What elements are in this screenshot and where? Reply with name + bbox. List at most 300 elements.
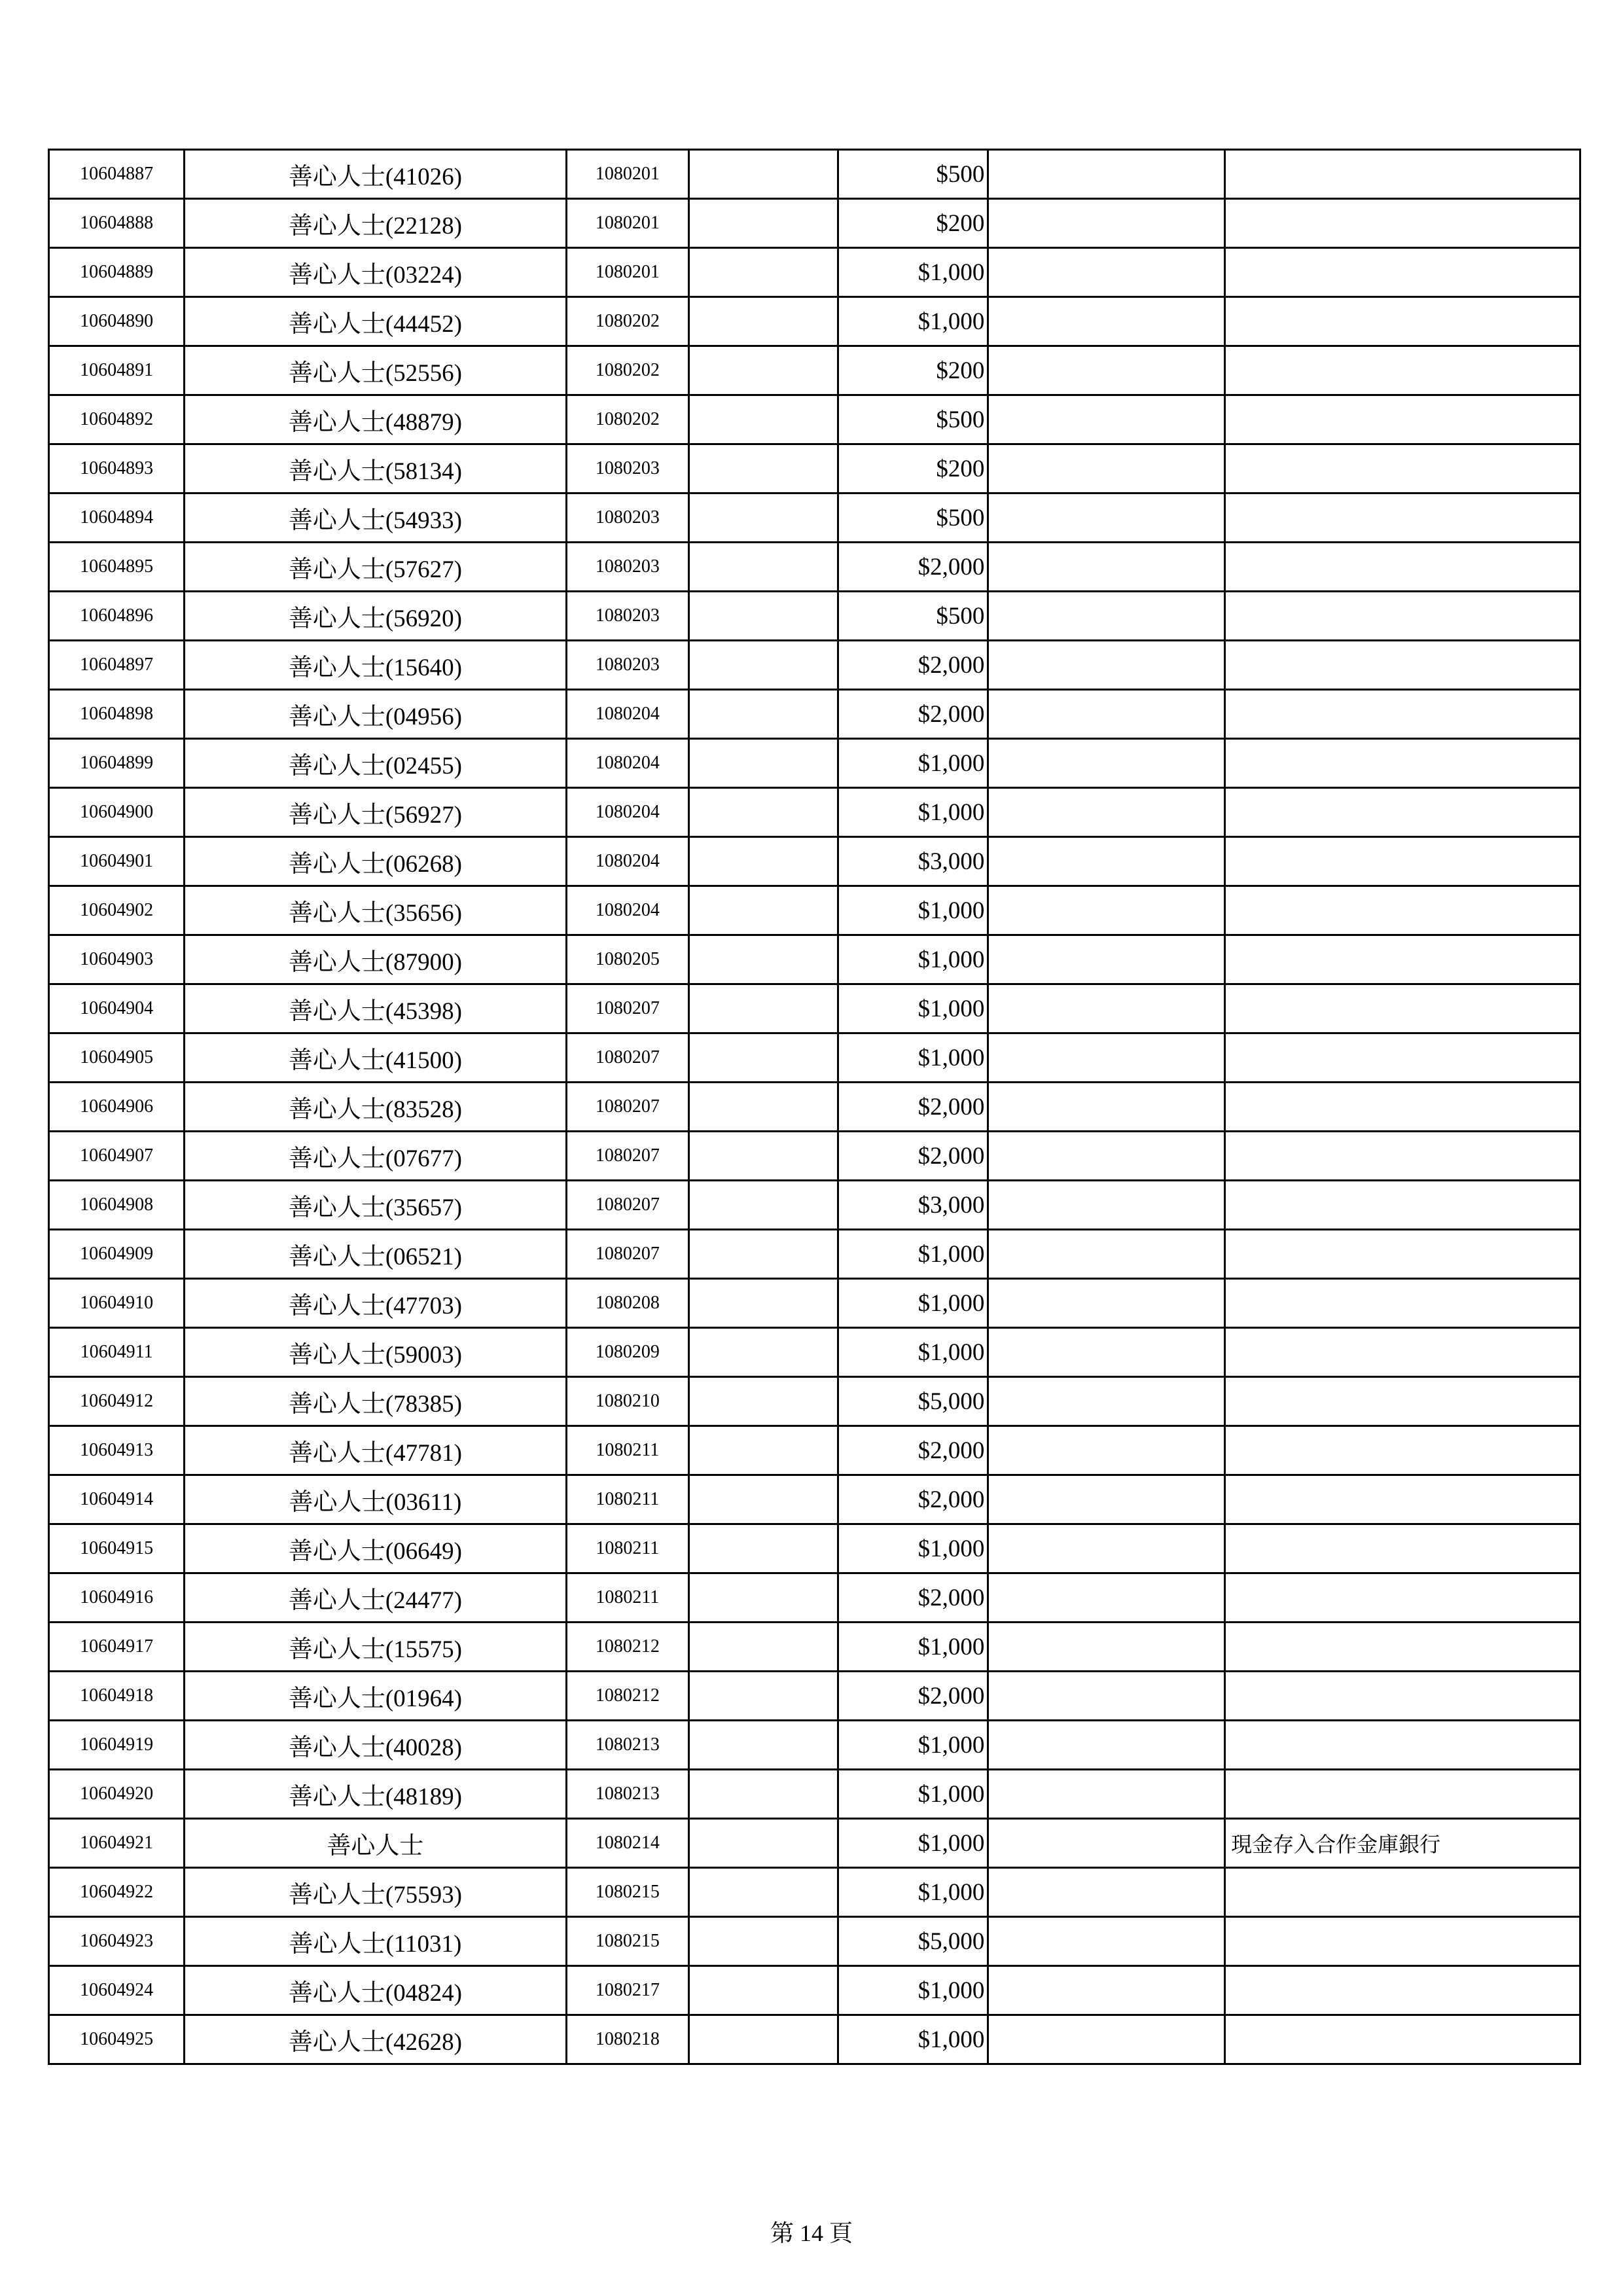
empty-cell — [988, 1328, 1225, 1377]
amount-cell: $1,000 — [838, 1868, 988, 1917]
receipt-number-cell: 10604890 — [49, 297, 185, 346]
amount-cell: $1,000 — [838, 788, 988, 837]
note-cell — [1225, 1573, 1580, 1623]
page-number: 第 14 頁 — [770, 2220, 853, 2246]
amount-cell: $1,000 — [838, 1721, 988, 1770]
empty-cell — [689, 444, 838, 493]
table-row — [49, 1377, 1580, 1426]
donation-date-cell: 1080211 — [566, 1426, 689, 1475]
empty-cell — [689, 1475, 838, 1524]
receipt-number-cell: 10604905 — [49, 1033, 185, 1083]
empty-cell — [689, 1083, 838, 1132]
donation-date-cell: 1080212 — [566, 1672, 689, 1721]
table-row — [49, 1770, 1580, 1819]
receipt-number-cell: 10604894 — [49, 493, 185, 543]
donor-name-cell: 善心人士(11031) — [185, 1917, 566, 1966]
donor-name-cell: 善心人士(40028) — [185, 1721, 566, 1770]
amount-cell: $1,000 — [838, 1770, 988, 1819]
donor-name-cell: 善心人士(47703) — [185, 1279, 566, 1328]
note-cell — [1225, 886, 1580, 935]
table-row — [49, 395, 1580, 444]
note-cell — [1225, 837, 1580, 886]
donation-date-cell: 1080207 — [566, 1132, 689, 1181]
empty-cell — [988, 199, 1225, 248]
receipt-number-cell: 10604924 — [49, 1966, 185, 2015]
donor-name-cell: 善心人士(52556) — [185, 346, 566, 395]
receipt-number-cell: 10604893 — [49, 444, 185, 493]
empty-cell — [988, 248, 1225, 297]
table-row — [49, 150, 1580, 199]
amount-cell: $1,000 — [838, 297, 988, 346]
amount-cell: $1,000 — [838, 739, 988, 788]
amount-cell: $1,000 — [838, 248, 988, 297]
receipt-number-cell: 10604920 — [49, 1770, 185, 1819]
empty-cell — [689, 1868, 838, 1917]
empty-cell — [988, 837, 1225, 886]
empty-cell — [988, 1917, 1225, 1966]
table-row — [49, 1868, 1580, 1917]
empty-cell — [988, 1966, 1225, 2015]
receipt-number-cell: 10604899 — [49, 739, 185, 788]
note-cell — [1225, 1230, 1580, 1279]
receipt-number-cell: 10604910 — [49, 1279, 185, 1328]
donor-name-cell: 善心人士(54933) — [185, 493, 566, 543]
amount-cell: $5,000 — [838, 1377, 988, 1426]
note-cell — [1225, 690, 1580, 739]
amount-cell: $1,000 — [838, 1033, 988, 1083]
receipt-number-cell: 10604903 — [49, 935, 185, 984]
amount-cell: $200 — [838, 444, 988, 493]
empty-cell — [689, 1328, 838, 1377]
empty-cell — [689, 248, 838, 297]
empty-cell — [988, 150, 1225, 199]
receipt-number-cell: 10604900 — [49, 788, 185, 837]
note-cell — [1225, 641, 1580, 690]
empty-cell — [988, 739, 1225, 788]
empty-cell — [988, 1524, 1225, 1573]
note-cell — [1225, 788, 1580, 837]
empty-cell — [689, 935, 838, 984]
empty-cell — [689, 150, 838, 199]
note-cell — [1225, 543, 1580, 592]
receipt-number-cell: 10604925 — [49, 2015, 185, 2064]
table-row — [49, 837, 1580, 886]
donation-date-cell: 1080204 — [566, 886, 689, 935]
receipt-number-cell: 10604897 — [49, 641, 185, 690]
donation-table — [48, 149, 1581, 2065]
receipt-number-cell: 10604906 — [49, 1083, 185, 1132]
note-cell — [1225, 1475, 1580, 1524]
note-cell — [1225, 297, 1580, 346]
empty-cell — [689, 1966, 838, 2015]
receipt-number-cell: 10604919 — [49, 1721, 185, 1770]
donation-date-cell: 1080204 — [566, 739, 689, 788]
empty-cell — [988, 1623, 1225, 1672]
receipt-number-cell: 10604913 — [49, 1426, 185, 1475]
empty-cell — [689, 346, 838, 395]
amount-cell: $2,000 — [838, 690, 988, 739]
amount-cell: $5,000 — [838, 1917, 988, 1966]
donor-name-cell: 善心人士(48189) — [185, 1770, 566, 1819]
table-row — [49, 984, 1580, 1033]
empty-cell — [689, 592, 838, 641]
amount-cell: $2,000 — [838, 1132, 988, 1181]
donor-name-cell: 善心人士(47781) — [185, 1426, 566, 1475]
table-row — [49, 739, 1580, 788]
donor-name-cell: 善心人士(06649) — [185, 1524, 566, 1573]
amount-cell: $200 — [838, 346, 988, 395]
note-cell — [1225, 935, 1580, 984]
empty-cell — [689, 1819, 838, 1868]
empty-cell — [988, 346, 1225, 395]
amount-cell: $1,000 — [838, 2015, 988, 2064]
empty-cell — [988, 1083, 1225, 1132]
donor-name-cell: 善心人士(59003) — [185, 1328, 566, 1377]
note-cell — [1225, 1083, 1580, 1132]
donor-name-cell: 善心人士(58134) — [185, 444, 566, 493]
empty-cell — [988, 1279, 1225, 1328]
amount-cell: $500 — [838, 493, 988, 543]
empty-cell — [988, 395, 1225, 444]
receipt-number-cell: 10604908 — [49, 1181, 185, 1230]
donation-date-cell: 1080213 — [566, 1770, 689, 1819]
receipt-number-cell: 10604911 — [49, 1328, 185, 1377]
receipt-number-cell: 10604912 — [49, 1377, 185, 1426]
note-cell — [1225, 984, 1580, 1033]
empty-cell — [689, 886, 838, 935]
donation-date-cell: 1080207 — [566, 1230, 689, 1279]
table-row — [49, 1230, 1580, 1279]
table-row — [49, 690, 1580, 739]
donor-name-cell: 善心人士(44452) — [185, 297, 566, 346]
donation-date-cell: 1080213 — [566, 1721, 689, 1770]
empty-cell — [988, 1868, 1225, 1917]
donation-date-cell: 1080203 — [566, 641, 689, 690]
note-cell — [1225, 1721, 1580, 1770]
amount-cell: $2,000 — [838, 1573, 988, 1623]
empty-cell — [988, 1672, 1225, 1721]
table-row — [49, 1083, 1580, 1132]
receipt-number-cell: 10604914 — [49, 1475, 185, 1524]
empty-cell — [689, 1573, 838, 1623]
donation-date-cell: 1080204 — [566, 690, 689, 739]
donation-date-cell: 1080204 — [566, 837, 689, 886]
receipt-number-cell: 10604917 — [49, 1623, 185, 1672]
empty-cell — [689, 1524, 838, 1573]
amount-cell: $1,000 — [838, 1230, 988, 1279]
empty-cell — [689, 1279, 838, 1328]
amount-cell: $1,000 — [838, 935, 988, 984]
donor-name-cell: 善心人士(06268) — [185, 837, 566, 886]
empty-cell — [988, 1426, 1225, 1475]
donation-date-cell: 1080203 — [566, 444, 689, 493]
table-row — [49, 1966, 1580, 2015]
table-row — [49, 1279, 1580, 1328]
donor-name-cell: 善心人士(02455) — [185, 739, 566, 788]
empty-cell — [988, 592, 1225, 641]
donation-date-cell: 1080207 — [566, 984, 689, 1033]
note-cell — [1225, 346, 1580, 395]
donor-name-cell: 善心人士 — [185, 1819, 566, 1868]
donor-name-cell: 善心人士(15640) — [185, 641, 566, 690]
amount-cell: $1,000 — [838, 886, 988, 935]
note-cell — [1225, 739, 1580, 788]
table-row — [49, 592, 1580, 641]
empty-cell — [689, 690, 838, 739]
receipt-number-cell: 10604896 — [49, 592, 185, 641]
donor-name-cell: 善心人士(22128) — [185, 199, 566, 248]
donation-date-cell: 1080215 — [566, 1917, 689, 1966]
amount-cell: $2,000 — [838, 641, 988, 690]
amount-cell: $2,000 — [838, 1083, 988, 1132]
note-cell — [1225, 1181, 1580, 1230]
empty-cell — [988, 444, 1225, 493]
donor-name-cell: 善心人士(56927) — [185, 788, 566, 837]
donor-name-cell: 善心人士(45398) — [185, 984, 566, 1033]
note-cell — [1225, 1770, 1580, 1819]
empty-cell — [689, 1917, 838, 1966]
donor-name-cell: 善心人士(57627) — [185, 543, 566, 592]
empty-cell — [988, 1770, 1225, 1819]
amount-cell: $1,000 — [838, 1623, 988, 1672]
donor-name-cell: 善心人士(78385) — [185, 1377, 566, 1426]
note-cell — [1225, 493, 1580, 543]
receipt-number-cell: 10604909 — [49, 1230, 185, 1279]
table-row — [49, 1328, 1580, 1377]
table-row — [49, 493, 1580, 543]
note-cell — [1225, 2015, 1580, 2064]
donation-date-cell: 1080207 — [566, 1033, 689, 1083]
empty-cell — [689, 493, 838, 543]
empty-cell — [689, 2015, 838, 2064]
empty-cell — [988, 641, 1225, 690]
empty-cell — [689, 1181, 838, 1230]
donor-name-cell: 善心人士(56920) — [185, 592, 566, 641]
note-cell — [1225, 248, 1580, 297]
empty-cell — [689, 641, 838, 690]
amount-cell: $3,000 — [838, 1181, 988, 1230]
note-cell — [1225, 1132, 1580, 1181]
empty-cell — [988, 493, 1225, 543]
table-row — [49, 1524, 1580, 1573]
receipt-number-cell: 10604922 — [49, 1868, 185, 1917]
receipt-number-cell: 10604923 — [49, 1917, 185, 1966]
note-cell — [1225, 592, 1580, 641]
note-cell — [1225, 1426, 1580, 1475]
empty-cell — [988, 690, 1225, 739]
table-row — [49, 788, 1580, 837]
empty-cell — [988, 1819, 1225, 1868]
amount-cell: $1,000 — [838, 1819, 988, 1868]
note-cell — [1225, 395, 1580, 444]
donation-date-cell: 1080202 — [566, 346, 689, 395]
table-row — [49, 2015, 1580, 2064]
receipt-number-cell: 10604918 — [49, 1672, 185, 1721]
note-cell — [1225, 1033, 1580, 1083]
table-row — [49, 1181, 1580, 1230]
empty-cell — [988, 984, 1225, 1033]
donation-date-cell: 1080211 — [566, 1573, 689, 1623]
receipt-number-cell: 10604904 — [49, 984, 185, 1033]
empty-cell — [988, 1132, 1225, 1181]
amount-cell: $200 — [838, 199, 988, 248]
receipt-number-cell: 10604901 — [49, 837, 185, 886]
table-row — [49, 1573, 1580, 1623]
note-cell: 現金存入合作金庫銀行 — [1225, 1819, 1580, 1868]
table-row — [49, 1132, 1580, 1181]
table-body — [49, 150, 1580, 2064]
receipt-number-cell: 10604921 — [49, 1819, 185, 1868]
receipt-number-cell: 10604915 — [49, 1524, 185, 1573]
table-row — [49, 1475, 1580, 1524]
table-row — [49, 444, 1580, 493]
note-cell — [1225, 150, 1580, 199]
receipt-number-cell: 10604916 — [49, 1573, 185, 1623]
empty-cell — [689, 1672, 838, 1721]
table-row — [49, 1426, 1580, 1475]
empty-cell — [689, 1377, 838, 1426]
donor-name-cell: 善心人士(48879) — [185, 395, 566, 444]
amount-cell: $1,000 — [838, 984, 988, 1033]
donation-date-cell: 1080208 — [566, 1279, 689, 1328]
receipt-number-cell: 10604895 — [49, 543, 185, 592]
receipt-number-cell: 10604892 — [49, 395, 185, 444]
empty-cell — [689, 739, 838, 788]
table-row — [49, 1721, 1580, 1770]
receipt-number-cell: 10604889 — [49, 248, 185, 297]
receipt-number-cell: 10604907 — [49, 1132, 185, 1181]
note-cell — [1225, 1966, 1580, 2015]
empty-cell — [988, 935, 1225, 984]
donation-date-cell: 1080202 — [566, 297, 689, 346]
table-row — [49, 1033, 1580, 1083]
table-row — [49, 346, 1580, 395]
donor-name-cell: 善心人士(87900) — [185, 935, 566, 984]
empty-cell — [988, 788, 1225, 837]
note-cell — [1225, 1868, 1580, 1917]
empty-cell — [689, 395, 838, 444]
empty-cell — [689, 1426, 838, 1475]
table-row — [49, 1672, 1580, 1721]
table-row — [49, 641, 1580, 690]
donation-date-cell: 1080203 — [566, 543, 689, 592]
note-cell — [1225, 1623, 1580, 1672]
receipt-number-cell: 10604891 — [49, 346, 185, 395]
empty-cell — [988, 1230, 1225, 1279]
empty-cell — [689, 788, 838, 837]
empty-cell — [988, 1181, 1225, 1230]
donor-name-cell: 善心人士(42628) — [185, 2015, 566, 2064]
receipt-number-cell: 10604898 — [49, 690, 185, 739]
amount-cell: $2,000 — [838, 543, 988, 592]
donation-date-cell: 1080207 — [566, 1181, 689, 1230]
donor-name-cell: 善心人士(83528) — [185, 1083, 566, 1132]
amount-cell: $1,000 — [838, 1524, 988, 1573]
empty-cell — [689, 543, 838, 592]
donor-name-cell: 善心人士(35656) — [185, 886, 566, 935]
donor-name-cell: 善心人士(06521) — [185, 1230, 566, 1279]
table-row — [49, 886, 1580, 935]
amount-cell: $2,000 — [838, 1672, 988, 1721]
donation-date-cell: 1080207 — [566, 1083, 689, 1132]
donation-date-cell: 1080218 — [566, 2015, 689, 2064]
donor-name-cell: 善心人士(41500) — [185, 1033, 566, 1083]
donor-name-cell: 善心人士(03224) — [185, 248, 566, 297]
donation-date-cell: 1080205 — [566, 935, 689, 984]
donation-date-cell: 1080214 — [566, 1819, 689, 1868]
note-cell — [1225, 1279, 1580, 1328]
empty-cell — [689, 1230, 838, 1279]
donor-name-cell: 善心人士(15575) — [185, 1623, 566, 1672]
note-cell — [1225, 1377, 1580, 1426]
empty-cell — [988, 886, 1225, 935]
empty-cell — [689, 297, 838, 346]
receipt-number-cell: 10604887 — [49, 150, 185, 199]
donation-date-cell: 1080201 — [566, 248, 689, 297]
note-cell — [1225, 1917, 1580, 1966]
amount-cell: $2,000 — [838, 1426, 988, 1475]
table-row — [49, 1819, 1580, 1868]
empty-cell — [988, 2015, 1225, 2064]
donor-name-cell: 善心人士(04956) — [185, 690, 566, 739]
donation-date-cell: 1080209 — [566, 1328, 689, 1377]
donation-date-cell: 1080212 — [566, 1623, 689, 1672]
table-row — [49, 248, 1580, 297]
donor-name-cell: 善心人士(04824) — [185, 1966, 566, 2015]
table-row — [49, 1623, 1580, 1672]
donation-date-cell: 1080203 — [566, 592, 689, 641]
donation-date-cell: 1080211 — [566, 1475, 689, 1524]
table-row — [49, 935, 1580, 984]
amount-cell: $1,000 — [838, 1966, 988, 2015]
empty-cell — [689, 1132, 838, 1181]
empty-cell — [689, 1721, 838, 1770]
donation-date-cell: 1080211 — [566, 1524, 689, 1573]
note-cell — [1225, 1524, 1580, 1573]
donor-name-cell: 善心人士(24477) — [185, 1573, 566, 1623]
table-row — [49, 199, 1580, 248]
donation-date-cell: 1080204 — [566, 788, 689, 837]
amount-cell: $1,000 — [838, 1279, 988, 1328]
donation-date-cell: 1080215 — [566, 1868, 689, 1917]
donation-date-cell: 1080210 — [566, 1377, 689, 1426]
amount-cell: $500 — [838, 592, 988, 641]
amount-cell: $500 — [838, 395, 988, 444]
empty-cell — [988, 1033, 1225, 1083]
empty-cell — [689, 1033, 838, 1083]
donor-name-cell: 善心人士(07677) — [185, 1132, 566, 1181]
table-row — [49, 297, 1580, 346]
donation-date-cell: 1080201 — [566, 150, 689, 199]
donation-date-cell: 1080202 — [566, 395, 689, 444]
empty-cell — [988, 1573, 1225, 1623]
note-cell — [1225, 1672, 1580, 1721]
donor-name-cell: 善心人士(75593) — [185, 1868, 566, 1917]
empty-cell — [689, 1770, 838, 1819]
note-cell — [1225, 444, 1580, 493]
donor-name-cell: 善心人士(41026) — [185, 150, 566, 199]
empty-cell — [689, 837, 838, 886]
amount-cell: $500 — [838, 150, 988, 199]
table-row — [49, 1917, 1580, 1966]
empty-cell — [689, 199, 838, 248]
empty-cell — [988, 543, 1225, 592]
receipt-number-cell: 10604888 — [49, 199, 185, 248]
empty-cell — [988, 1721, 1225, 1770]
amount-cell: $3,000 — [838, 837, 988, 886]
note-cell — [1225, 199, 1580, 248]
amount-cell: $1,000 — [838, 1328, 988, 1377]
